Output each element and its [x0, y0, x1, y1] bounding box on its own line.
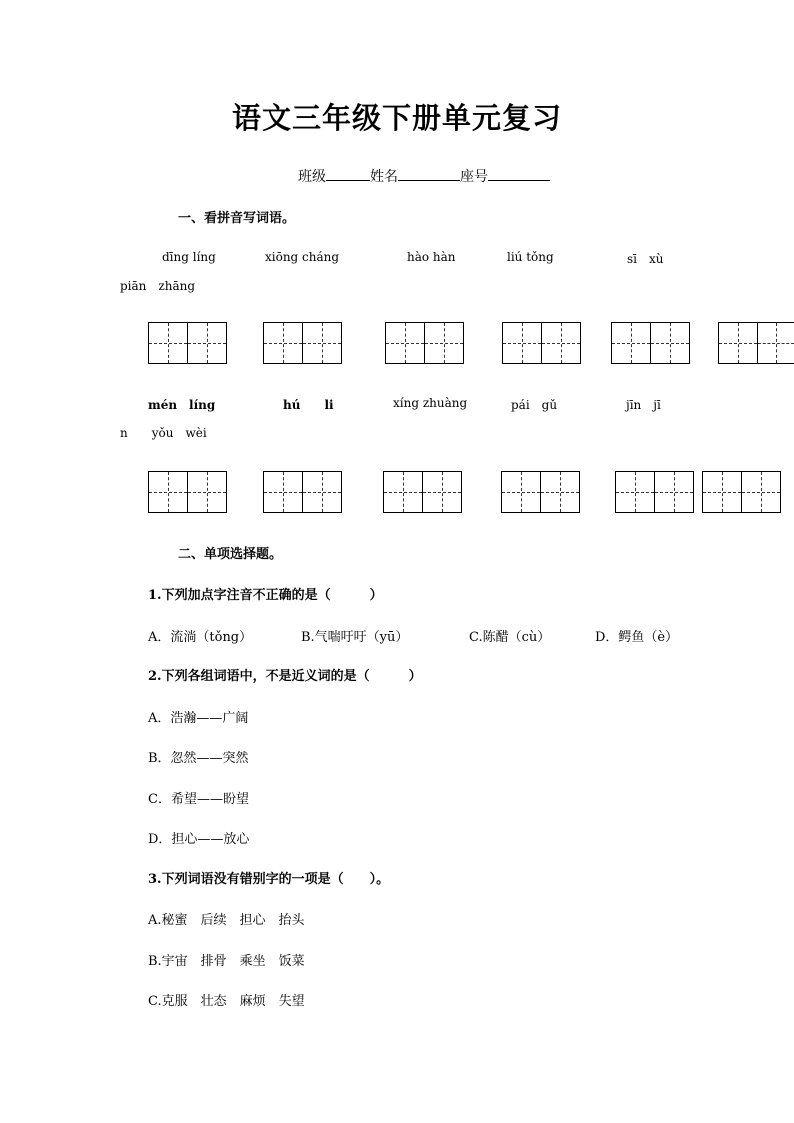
pinyin-2-3: xíng zhuàng — [393, 396, 468, 410]
seat-label: 座号 — [460, 169, 488, 185]
pinyin-2-5: jīn jī — [626, 398, 661, 412]
writing-box-2-3[interactable] — [383, 471, 462, 513]
writing-box-1-3[interactable] — [385, 322, 464, 364]
writing-box-2-4[interactable] — [501, 471, 580, 513]
name-label: 姓名 — [370, 169, 398, 185]
q3-option-a[interactable]: A.秘蜜 后续 担心 抬头 — [148, 913, 305, 928]
pinyin-2-4: pái gǔ — [511, 398, 558, 412]
question-1-stem: 1.下列加点字注音不正确的是（ ） — [148, 588, 383, 603]
pinyin-1-5: sī xù — [627, 252, 664, 266]
q3-option-b[interactable]: B.宇宙 排骨 乘坐 饭菜 — [148, 954, 305, 969]
page-title: 语文三年级下册单元复习 — [231, 101, 562, 135]
q1-option-b[interactable]: B.气喘吁吁（yū） — [301, 630, 409, 645]
pinyin-2-2: hú li — [283, 398, 334, 412]
name-blank[interactable] — [398, 166, 460, 181]
q2-option-b[interactable]: B．忽然——突然 — [148, 751, 249, 766]
pinyin-2-6: n yǒu wèi — [120, 426, 207, 440]
seat-blank[interactable] — [488, 166, 550, 181]
pinyin-1-2: xiōng cháng — [265, 250, 340, 264]
q2-option-a[interactable]: A．浩瀚——广阔 — [148, 711, 249, 726]
writing-box-2-6[interactable] — [702, 471, 781, 513]
section1-heading: 一、看拼音写词语。 — [178, 211, 296, 226]
section2-heading: 二、单项选择题。 — [178, 547, 283, 562]
q2-option-c[interactable]: C．希望——盼望 — [148, 792, 249, 807]
writing-box-1-5[interactable] — [611, 322, 690, 364]
pinyin-1-6: piān zhāng — [120, 279, 196, 293]
pinyin-1-3: hào hàn — [407, 250, 456, 264]
class-blank[interactable] — [326, 166, 370, 181]
writing-box-2-1[interactable] — [148, 471, 227, 513]
pinyin-2-1: mén líng — [148, 398, 216, 412]
q2-option-d[interactable]: D．担心——放心 — [148, 832, 250, 847]
class-label: 班级 — [298, 169, 326, 185]
question-2-stem: 2.下列各组词语中，不是近义词的是（ ） — [148, 669, 422, 684]
writing-box-1-6[interactable] — [718, 322, 794, 364]
writing-box-1-4[interactable] — [502, 322, 581, 364]
pinyin-1-1: dīng líng — [162, 250, 216, 264]
writing-box-1-2[interactable] — [263, 322, 342, 364]
q1-option-c[interactable]: C.陈醋（cù） — [469, 630, 551, 645]
q1-option-d[interactable]: D．鳄鱼（è） — [595, 630, 679, 645]
writing-box-1-1[interactable] — [148, 322, 227, 364]
student-info-line — [298, 166, 550, 186]
writing-box-2-5[interactable] — [615, 471, 694, 513]
q1-option-a[interactable]: A．流淌（tǒng） — [148, 630, 253, 645]
question-3-stem: 3.下列词语没有错别字的一项是（ ）。 — [148, 872, 390, 887]
q3-option-c[interactable]: C.克服 壮态 麻烦 失望 — [148, 994, 305, 1009]
pinyin-1-4: liú tǒng — [507, 250, 554, 264]
writing-box-2-2[interactable] — [263, 471, 342, 513]
